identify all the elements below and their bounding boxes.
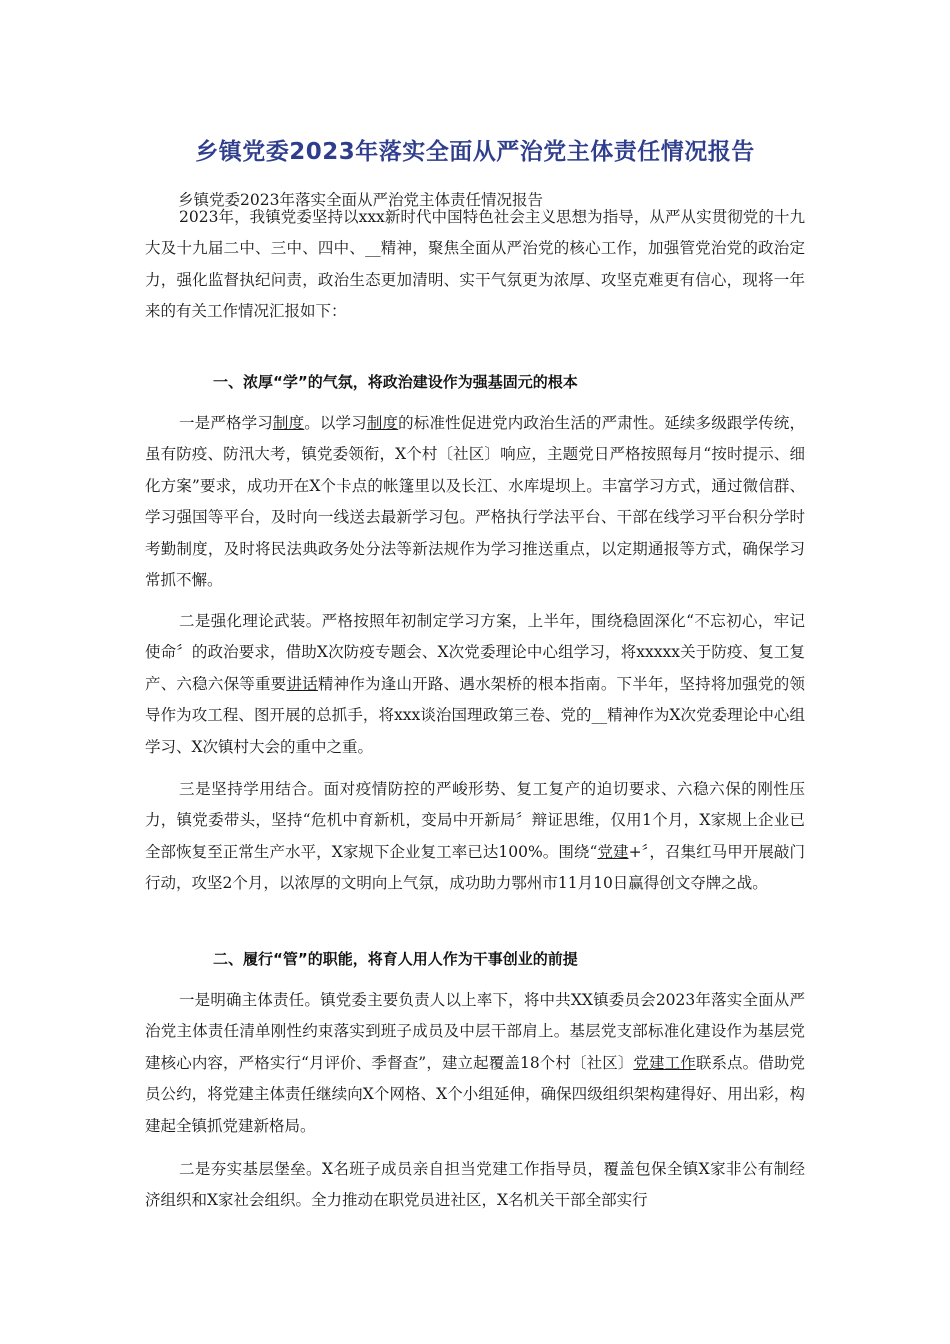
text-run: 精神作为逢山开路、遇水架桥的根本指南。下半年，坚持将加强党的领导作为攻工程、图开展的总抓手，将xxx谈治国理政第三卷、党的__精神作为X次党委理论中心组学习、X次镇村大会的重中之重。 (145, 674, 805, 756)
text-run: 。以学习 (304, 414, 367, 432)
section2-heading: 二、履行“管”的职能，将育人用人作为干事创业的前提 (213, 950, 578, 968)
underlined-term: 讲话 (286, 674, 318, 693)
section2-paragraph-1 (145, 985, 805, 1142)
text-run: 联系点。借助党员公约，将党建主体责任继续向X个网格、X个小组延伸，确保四级组织架构建得好、用出彩，构建起全镇抓党建新格局。 (145, 1053, 805, 1135)
text-run: 二是强化理论武装。严格按照年初制定学习方案，上半年，围绕稳固深化“不忘初心，牢记使命〞的政治要求，借助X次防疫专题会、X次党委理论中心组学习，将xxxxx关于防疫、复工复产、六稳六保等重要 (145, 612, 805, 693)
text-run: 一是明确主体责任。镇党委主要负责人以上率下，将中共XX镇委员会2023年落实全面从严治党主体责任清单刚性约束落实到班子成员及中层干部肩上。基层党支部标准化建设作为基层党建核心内容，严格实行“月评价、季督查”，建立起覆盖18个村〔社区〕 (145, 991, 805, 1072)
underlined-term: 党建工作 (633, 1053, 696, 1072)
section2-paragraph-2: 二是夯实基层堡垒。X名班子成员亲自担当党建工作指导员，覆盖包保全镇X家非公有制经济组织和X家社会组织。全力推动在职党员进社区，X名机关干部全部实行 (145, 1160, 805, 1210)
intro-paragraph: 2023年，我镇党委坚持以xxx新时代中国特色社会主义思想为指导，从严从实贯彻党的十九大及十九届二中、三中、四中、__精神，聚焦全面从严治党的核心工作，加强管党治党的政治定力，强化监督执纪问责，政治生态更加清明、实干气氛更为浓厚、攻坚克难更有信心，现将一年来的有关工作情况汇报如下： (145, 208, 805, 321)
underlined-term: 党建 (597, 842, 629, 861)
section1-paragraph-1 (145, 408, 805, 596)
text-run: 三是坚持学用结合。面对疫情防控的严峻形势、复工复产的迫切要求、六稳六保的刚性压力，镇党委带头，坚持“危机中育新机，变局中开新局〞辩证思维，仅用1个月，X家规上企业已全部恢复至正常生产水平，X家规下企业复工率已达100%。围绕“ (145, 780, 805, 861)
section1-paragraph-2 (145, 606, 805, 763)
document-title: 乡镇党委2023年落实全面从严治党主体责任情况报告 (195, 139, 755, 165)
section1-heading: 一、浓厚“学”的气氛，将政治建设作为强基固元的根本 (213, 373, 578, 391)
underlined-term: 制度 (272, 414, 305, 432)
underlined-term: 制度 (366, 414, 399, 432)
section1-paragraph-3 (145, 774, 805, 900)
text-run: +〞，召集红马甲开展敲门行动，攻坚2个月，以浓厚的文明向上气氛，成功助力鄂州市11月10日赢得创文夺牌之战。 (145, 842, 805, 893)
text-run: 的标准性促进党内政治生活的严肃性。延续多级跟学传统，虽有防疫、防汛大考，镇党委领衔，X个村〔社区〕响应，主题党日严格按照每月“按时提示、细化方案”要求，成功开在X个卡点的帐篷里以及长江、水库堤坝上。丰富学习方式，通过微信群、学习强国等平台，及时向一线送去最新学习包。严格执行学法平台、干部在线学习平台积分学时考勤制度，及时将民法典政务处分法等新法规作为学习推送重点，以定期通报等方式，确保学习常抓不懈。 (145, 414, 805, 590)
document-subtitle: 乡镇党委2023年落实全面从严治党主体责任情况报告 (178, 191, 543, 209)
text-run: 一是严格学习 (179, 414, 273, 432)
